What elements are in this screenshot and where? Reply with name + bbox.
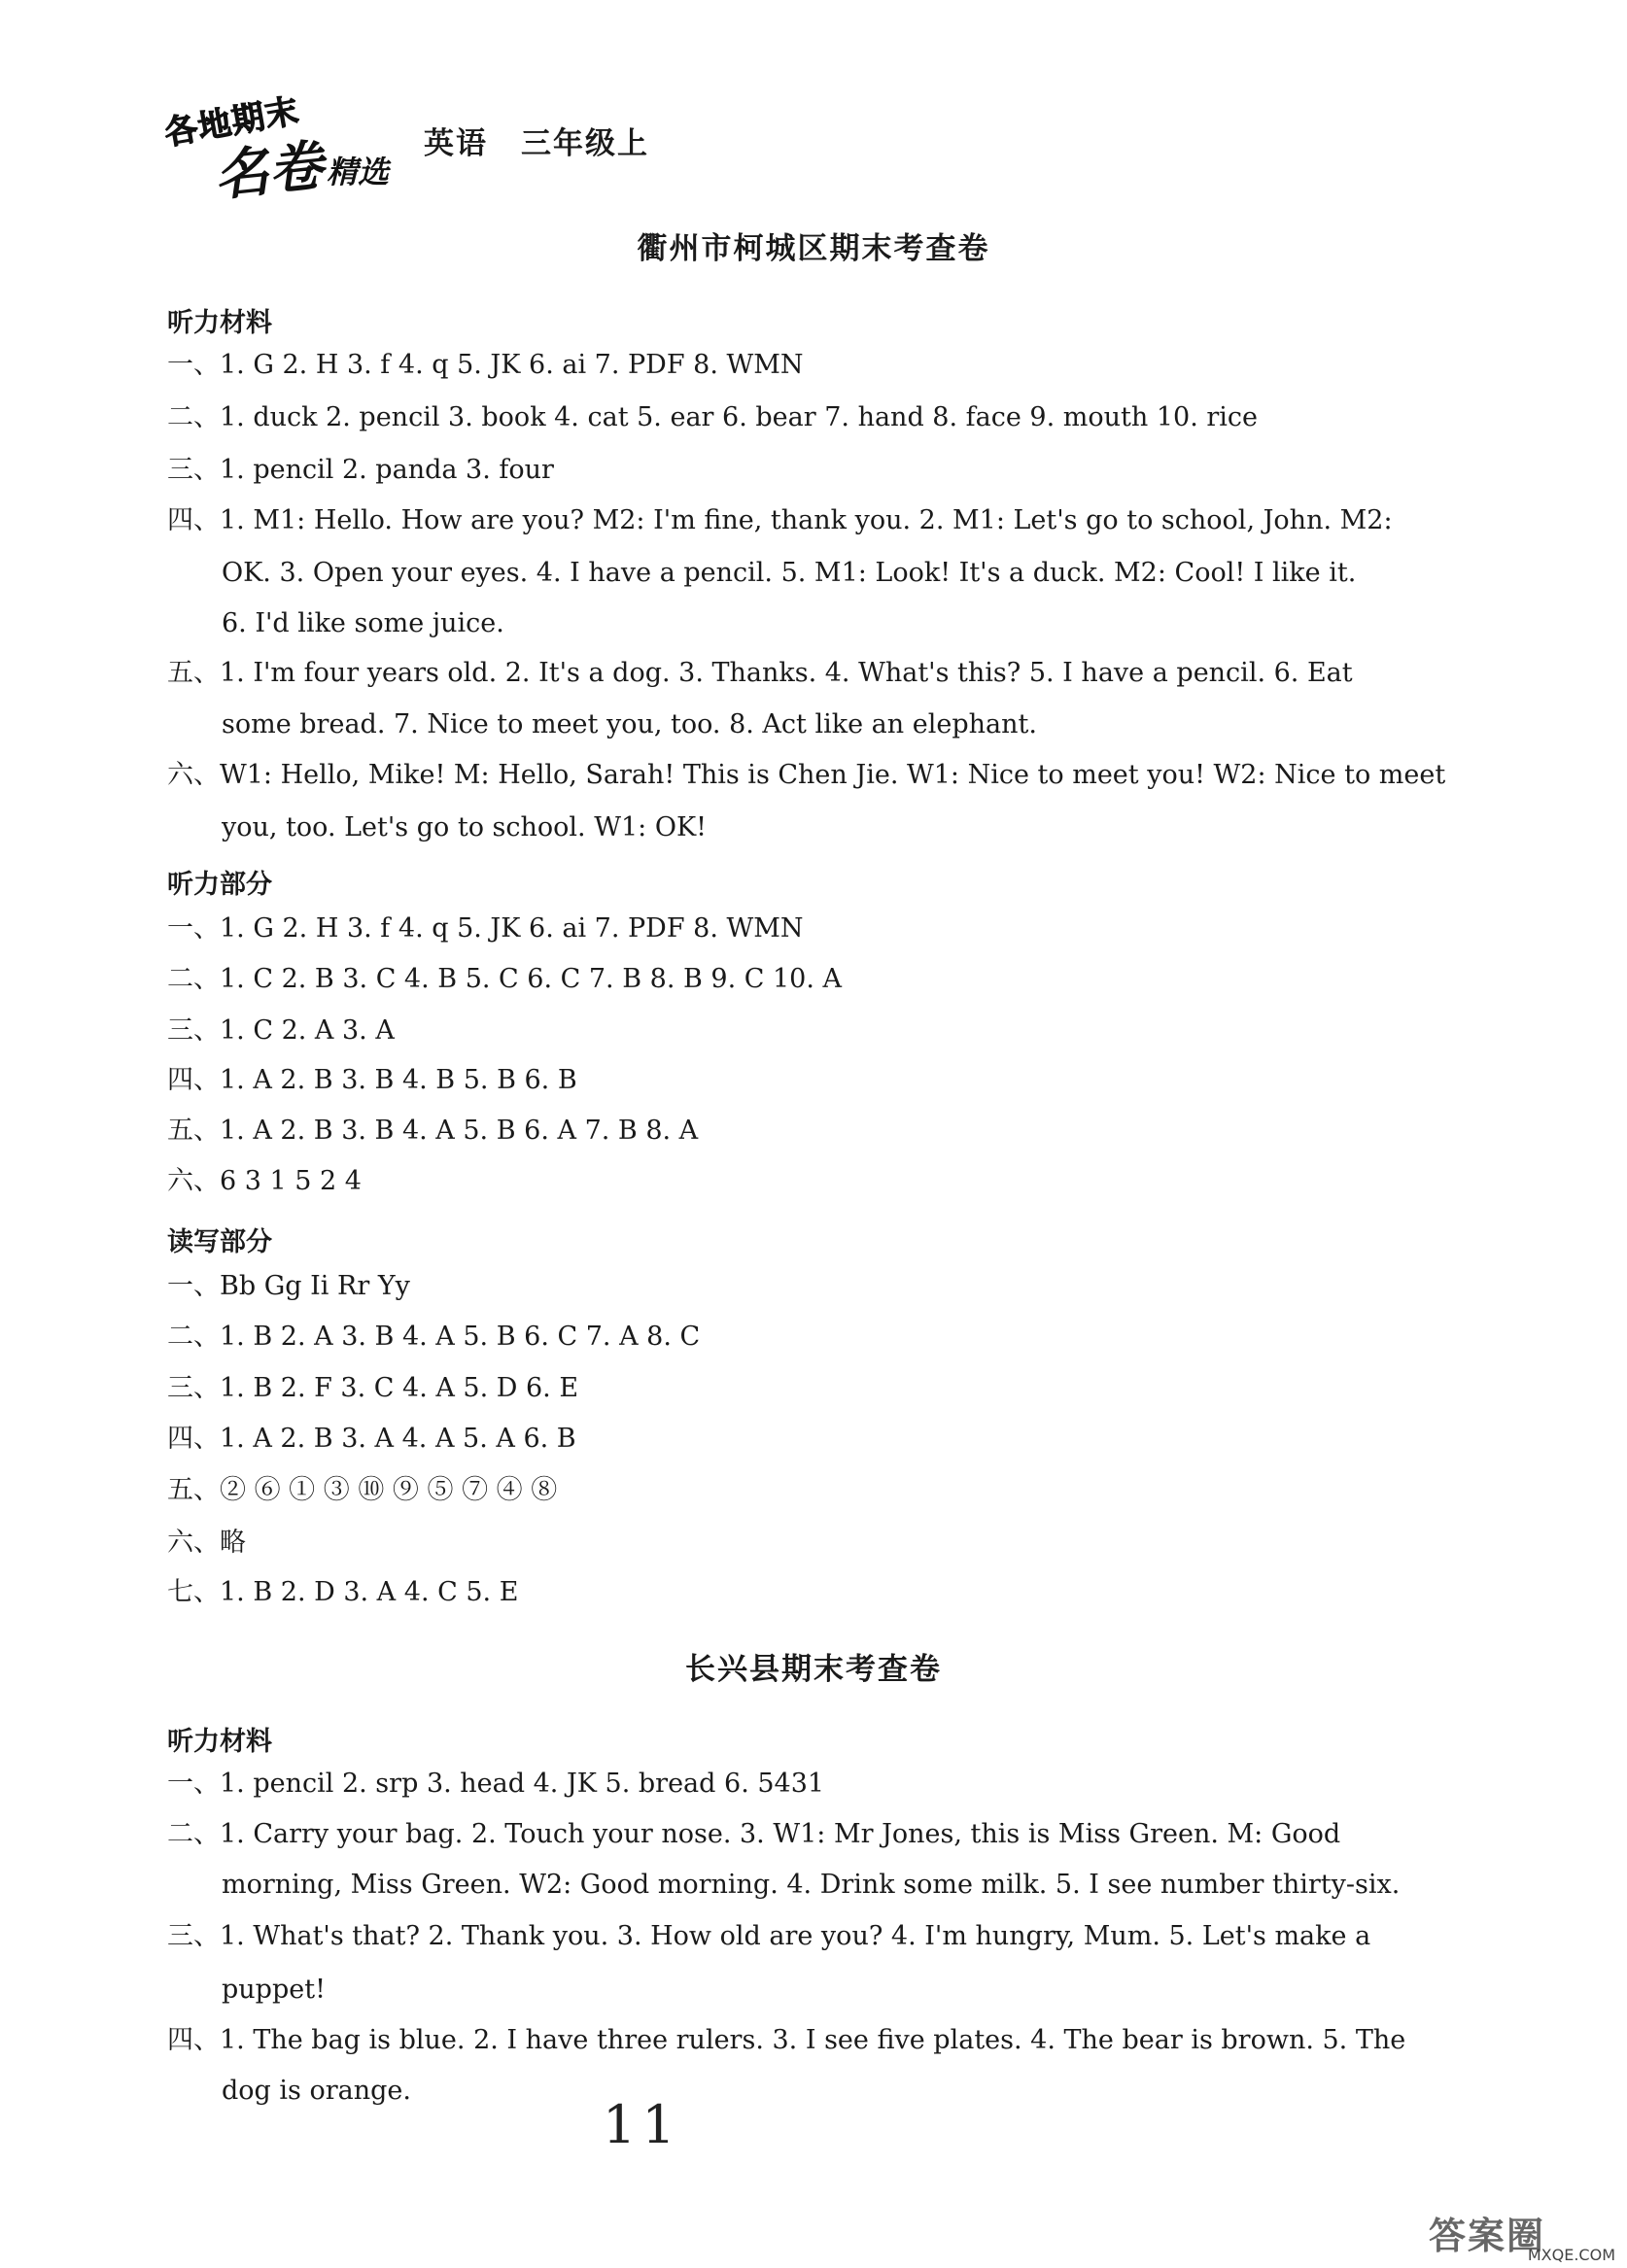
logo-line-1: 各地期末 xyxy=(161,91,303,154)
book-header xyxy=(156,89,682,209)
answer-line: 三、1. pencil 2. panda 3. four xyxy=(167,455,554,485)
answer-line: 一、Bb Gg Ii Rr Yy xyxy=(167,1271,410,1301)
answer-line: some bread. 7. Nice to meet you, too. 8. Act like an elephant. xyxy=(222,709,1037,739)
answer-line: 二、1. B 2. A 3. B 4. A 5. B 6. C 7. A 8. C xyxy=(167,1322,701,1352)
answer-line: 二、1. Carry your bag. 2. Touch your nose. 3. W1: Mr Jones, this is Miss Green. M: Good xyxy=(167,1819,1341,1849)
answer-line: 四、1. M1: Hello. How are you? M2: I'm fine, thank you. 2. M1: Let's go to school, John. M2: xyxy=(167,505,1393,535)
answer-line: 六、6 3 1 5 2 4 xyxy=(167,1166,362,1196)
section-title-kecheng: 衢州市柯城区期末考查卷 xyxy=(637,231,990,266)
answer-line: 三、1. C 2. A 3. A xyxy=(167,1015,395,1046)
answer-line: 四、1. A 2. B 3. A 4. A 5. A 6. B xyxy=(167,1424,576,1454)
answer-line: 四、1. A 2. B 3. B 4. B 5. B 6. B xyxy=(167,1065,577,1095)
header-subtitle xyxy=(424,119,682,162)
logo-line-2: 名卷 xyxy=(211,134,327,209)
section-title-changxing: 长兴县期末考查卷 xyxy=(685,1652,942,1687)
heading-listening-material: 听力材料 xyxy=(167,308,272,338)
heading-listening: 听力部分 xyxy=(167,870,272,900)
logo-line-3: 精选 xyxy=(327,154,390,190)
answer-line: puppet! xyxy=(222,1975,326,2005)
answer-line: 一、1. pencil 2. srp 3. head 4. JK 5. bread 6. 5431 xyxy=(167,1769,825,1799)
answer-line: 一、1. G 2. H 3. f 4. q 5. JK 6. ai 7. PDF 8. WMN xyxy=(167,913,804,944)
site-watermark xyxy=(1429,2206,1623,2264)
answer-line: 五、1. I'm four years old. 2. It's a dog. 3. Thanks. 4. What's this? 5. I have a pencil. 6. Eat xyxy=(167,658,1353,688)
answer-line: dog is orange. xyxy=(222,2076,411,2106)
answer-line: 一、1. G 2. H 3. f 4. q 5. JK 6. ai 7. PDF 8. WMN xyxy=(167,350,804,380)
page-number: 11 xyxy=(603,2094,681,2155)
watermark-url: MXQE.COM xyxy=(1527,2246,1615,2264)
watermark-text: 答案圈 xyxy=(1429,2215,1546,2257)
subject-label: 英语 xyxy=(424,125,488,161)
answer-line: 五、1. A 2. B 3. B 4. A 5. B 6. A 7. B 8. A xyxy=(167,1116,699,1146)
answer-line: 二、1. duck 2. pencil 3. book 4. cat 5. ear 6. bear 7. hand 8. face 9. mouth 10. rice xyxy=(167,402,1259,432)
answer-line: 二、1. C 2. B 3. C 4. B 5. C 6. C 7. B 8. B 9. C 10. A xyxy=(167,964,843,994)
heading-reading-writing: 读写部分 xyxy=(167,1227,272,1257)
answer-line: 六、略 xyxy=(167,1528,246,1558)
answer-line: OK. 3. Open your eyes. 4. I have a pencil. 5. M1: Look! It's a duck. M2: Cool! I like it. xyxy=(222,558,1357,588)
answer-line: 6. I'd like some juice. xyxy=(222,608,504,638)
answer-line: you, too. Let's go to school. W1: OK! xyxy=(222,812,707,842)
answer-line: 四、1. The bag is blue. 2. I have three rulers. 3. I see five plates. 4. The bear is brown. 5. The xyxy=(167,2025,1406,2055)
series-logo xyxy=(156,89,408,209)
grade-label: 三年级上 xyxy=(521,125,649,161)
answer-line: 三、1. What's that? 2. Thank you. 3. How old are you? 4. I'm hungry, Mum. 5. Let's make a xyxy=(167,1921,1371,1951)
answer-line: 七、1. B 2. D 3. A 4. C 5. E xyxy=(167,1577,519,1607)
heading-listening-material-2: 听力材料 xyxy=(167,1727,272,1757)
answer-line: 五、② ⑥ ① ③ ⑩ ⑨ ⑤ ⑦ ④ ⑧ xyxy=(167,1475,558,1505)
answer-line: morning, Miss Green. W2: Good morning. 4. Drink some milk. 5. I see number thirty-six. xyxy=(222,1870,1401,1900)
answer-line: 三、1. B 2. F 3. C 4. A 5. D 6. E xyxy=(167,1373,579,1403)
answer-line: 六、W1: Hello, Mike! M: Hello, Sarah! This is Chen Jie. W1: Nice to meet you! W2: Nice to meet xyxy=(167,760,1446,790)
